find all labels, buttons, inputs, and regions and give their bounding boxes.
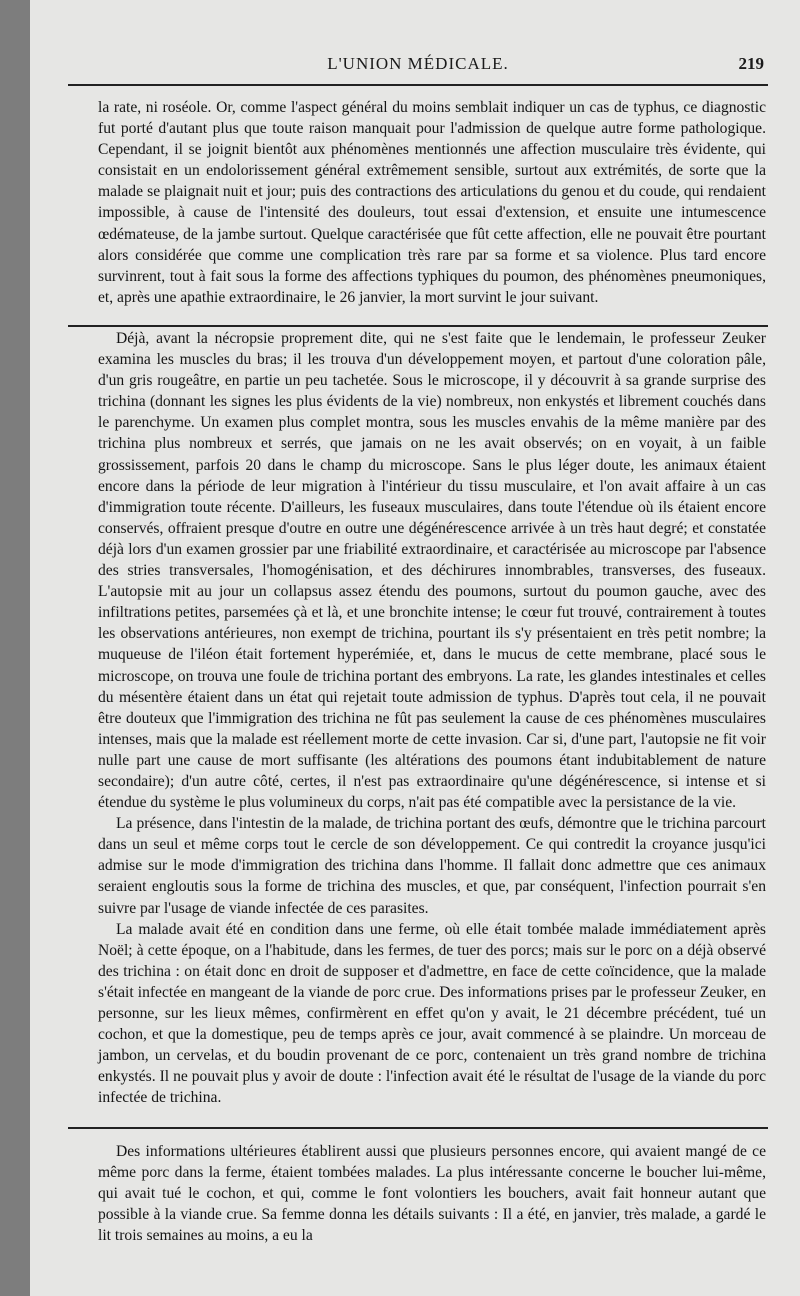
paragraph: La malade avait été en condition dans une ferme, où elle était tombée malade immédiatement après Noël; à cette époque, on a l'habitude, dans les fermes, de tuer des porcs; mais sur le porc on a déjà observé des trichina : on était donc en droit de supposer et d'admettre, en face de cette coïncidence, que la malade s'était infectée en mangeant de la viande de porc crue. Des informations prises par le professeur Zeuker, en personne, sur les lieux mêmes, confirmèrent en effet qu'on y avait, le 21 décembre précédent, tué un cochon, et que la domestique, peu de temps après ce jour, avait commencé à se plaindre. Un morceau de jambon, un cervelas, et du boudin provenant de ce porc, contenaient un très grand nombre de trichina enkystés. Il ne pouvait plus y avoir de doute : l'infection avait été le résultat de l'usage de la viande du porc infectée de trichina. [98, 920, 766, 1107]
paragraph: la rate, ni roséole. Or, comme l'aspect général du moins semblait indiquer un cas de typhus, ce diagnostic fut porté d'autant plus que toute raison manquait pour l'admission de quelque autre forme pathologique. Cependant, il se joignit bientôt aux phénomènes mentionnés une affection musculaire très évidente, qui consistait en un endolorissement général extrêmement sensible, surtout aux extrémités, de sorte que la malade se plaignait nuit et jour; puis des contractions des articulations du genou et du coude, qui rendaient impossible, à cause de l'intensité des douleurs, tout essai d'extension, et ensuite une intumescence œdémateuse, de la jambe surtout. Quelque caractérisée que fût cette affection, elle ne pouvait être pourtant alors considérée que comme une complication très rare par sa forme et sa violence. Plus tard encore survinrent, tout à fait sous la forme des affections typhiques du poumon, des phénomènes pneumoniques, et, après une apathie extraordinaire, le 26 janvier, la mort survint le jour suivant. [98, 99, 766, 306]
paragraph: Déjà, avant la nécropsie proprement dite, qui ne s'est faite que le lendemain, le professeur Zeuker examina les muscles du bras; il les trouva d'un développement moyen, et partout d'une coloration pâle, d'un gris rougeâtre, en partie un peu tachetée. Sous le microscope, il y découvrit à sa grande surprise des trichina (donnant les signes les plus évidents de la vie) nombreux, non enkystés et librement couchés dans le parenchyme. Un examen plus complet montra, sous les muscles envahis de la même manière par des trichina plus nombreux et serrés, que jamais on ne les avait observés; on en voyait, à un faible grossissement, parfois 20 dans le champ du microscope. Sans le plus léger doute, les animaux étaient encore dans la période de leur migration à l'intérieur du tissu musculaire, et l'on avait affaire à un cas d'immigration toute récente. D'ailleurs, les fuseaux musculaires, dans toute l'étendue où ils étaient encore conservés, offraient presque d'outre en outre une dégénérescence arrivée à un très haut degré; et constatée déjà lors d'un examen grossier par une friabilité extraordinaire, et caractérisée au microscope par l'absence des stries transversales, l'homogénisation, et des déchirures innombrables, transverses, des fuseaux. L'autopsie mit au jour un collapsus assez étendu des poumons, surtout du poumon gauche, avec des infiltrations petites, parsemées çà et là, et une bronchite intense; le cœur fut trouvé, contrairement à toutes les observations antérieures, non exempt de trichina, pourtant ils s'y présentaient en très petit nombre; la muqueuse de l'iléon était fortement hyperémiée, et, dans le mucus de cette membrane, placé sous le microscope, on trouva une foule de trichina portant des embryons. La rate, les glandes intestinales et celles du mésentère étaient dans un état qui rejetait toute admission de typhus. D'après tout cela, il ne pouvait être douteux que l'immigration des trichina ne fût pas seulement la cause de ces phénomènes musculaires intenses, mais que la malade est réellement morte de cette invasion. Car si, d'une part, l'autopsie ne fit voir nulle part une cause de mort suffisante (les altérations des poumons étant indubitablement de nature secondaire); d'un autre côté, certes, il n'est pas extraordinaire qu'une dégénérescence, si intense et si étendue du système le plus volumineux du corps, n'ait pas été compatible avec la persistance de la vie. [98, 330, 766, 812]
paragraph: La présence, dans l'intestin de la malade, de trichina portant des œufs, démontre que le trichina parcourt dans un seul et même corps tout le cercle de son développement. Ce qui contredit la croyance jusqu'ici admise sur le mode d'immigration des trichina dans l'homme. Il fallait donc admettre que ces animaux seraient engloutis sous la forme de trichina des muscles, et que, par conséquent, l'infection pourrait s'en suivre par l'usage de viande infectée de ces parasites. [98, 815, 766, 917]
paragraph: Des informations ultérieures établirent aussi que plusieurs personnes encore, qui avaient mangé de ce même porc dans la ferme, étaient tombées malades. La plus intéressante concerne le boucher lui-même, qui avait tué le cochon, et qui, comme le font volontiers les bouchers, avait fait honneur autant que possible à la viande crue. Sa femme donna les détails suivants : Il a été, en janvier, très malade, a gardé le lit trois semaines au moins, a eu la [98, 1143, 766, 1245]
text-block-2 [98, 328, 766, 1108]
page-header [68, 54, 768, 76]
section-separator [68, 1127, 768, 1129]
text-block-3 [98, 1141, 766, 1246]
section-separator [68, 325, 768, 327]
page-number: 219 [738, 54, 764, 73]
running-title: L'UNION MÉDICALE. [327, 54, 509, 73]
header-rule [68, 84, 768, 86]
text-block-1 [98, 97, 766, 308]
